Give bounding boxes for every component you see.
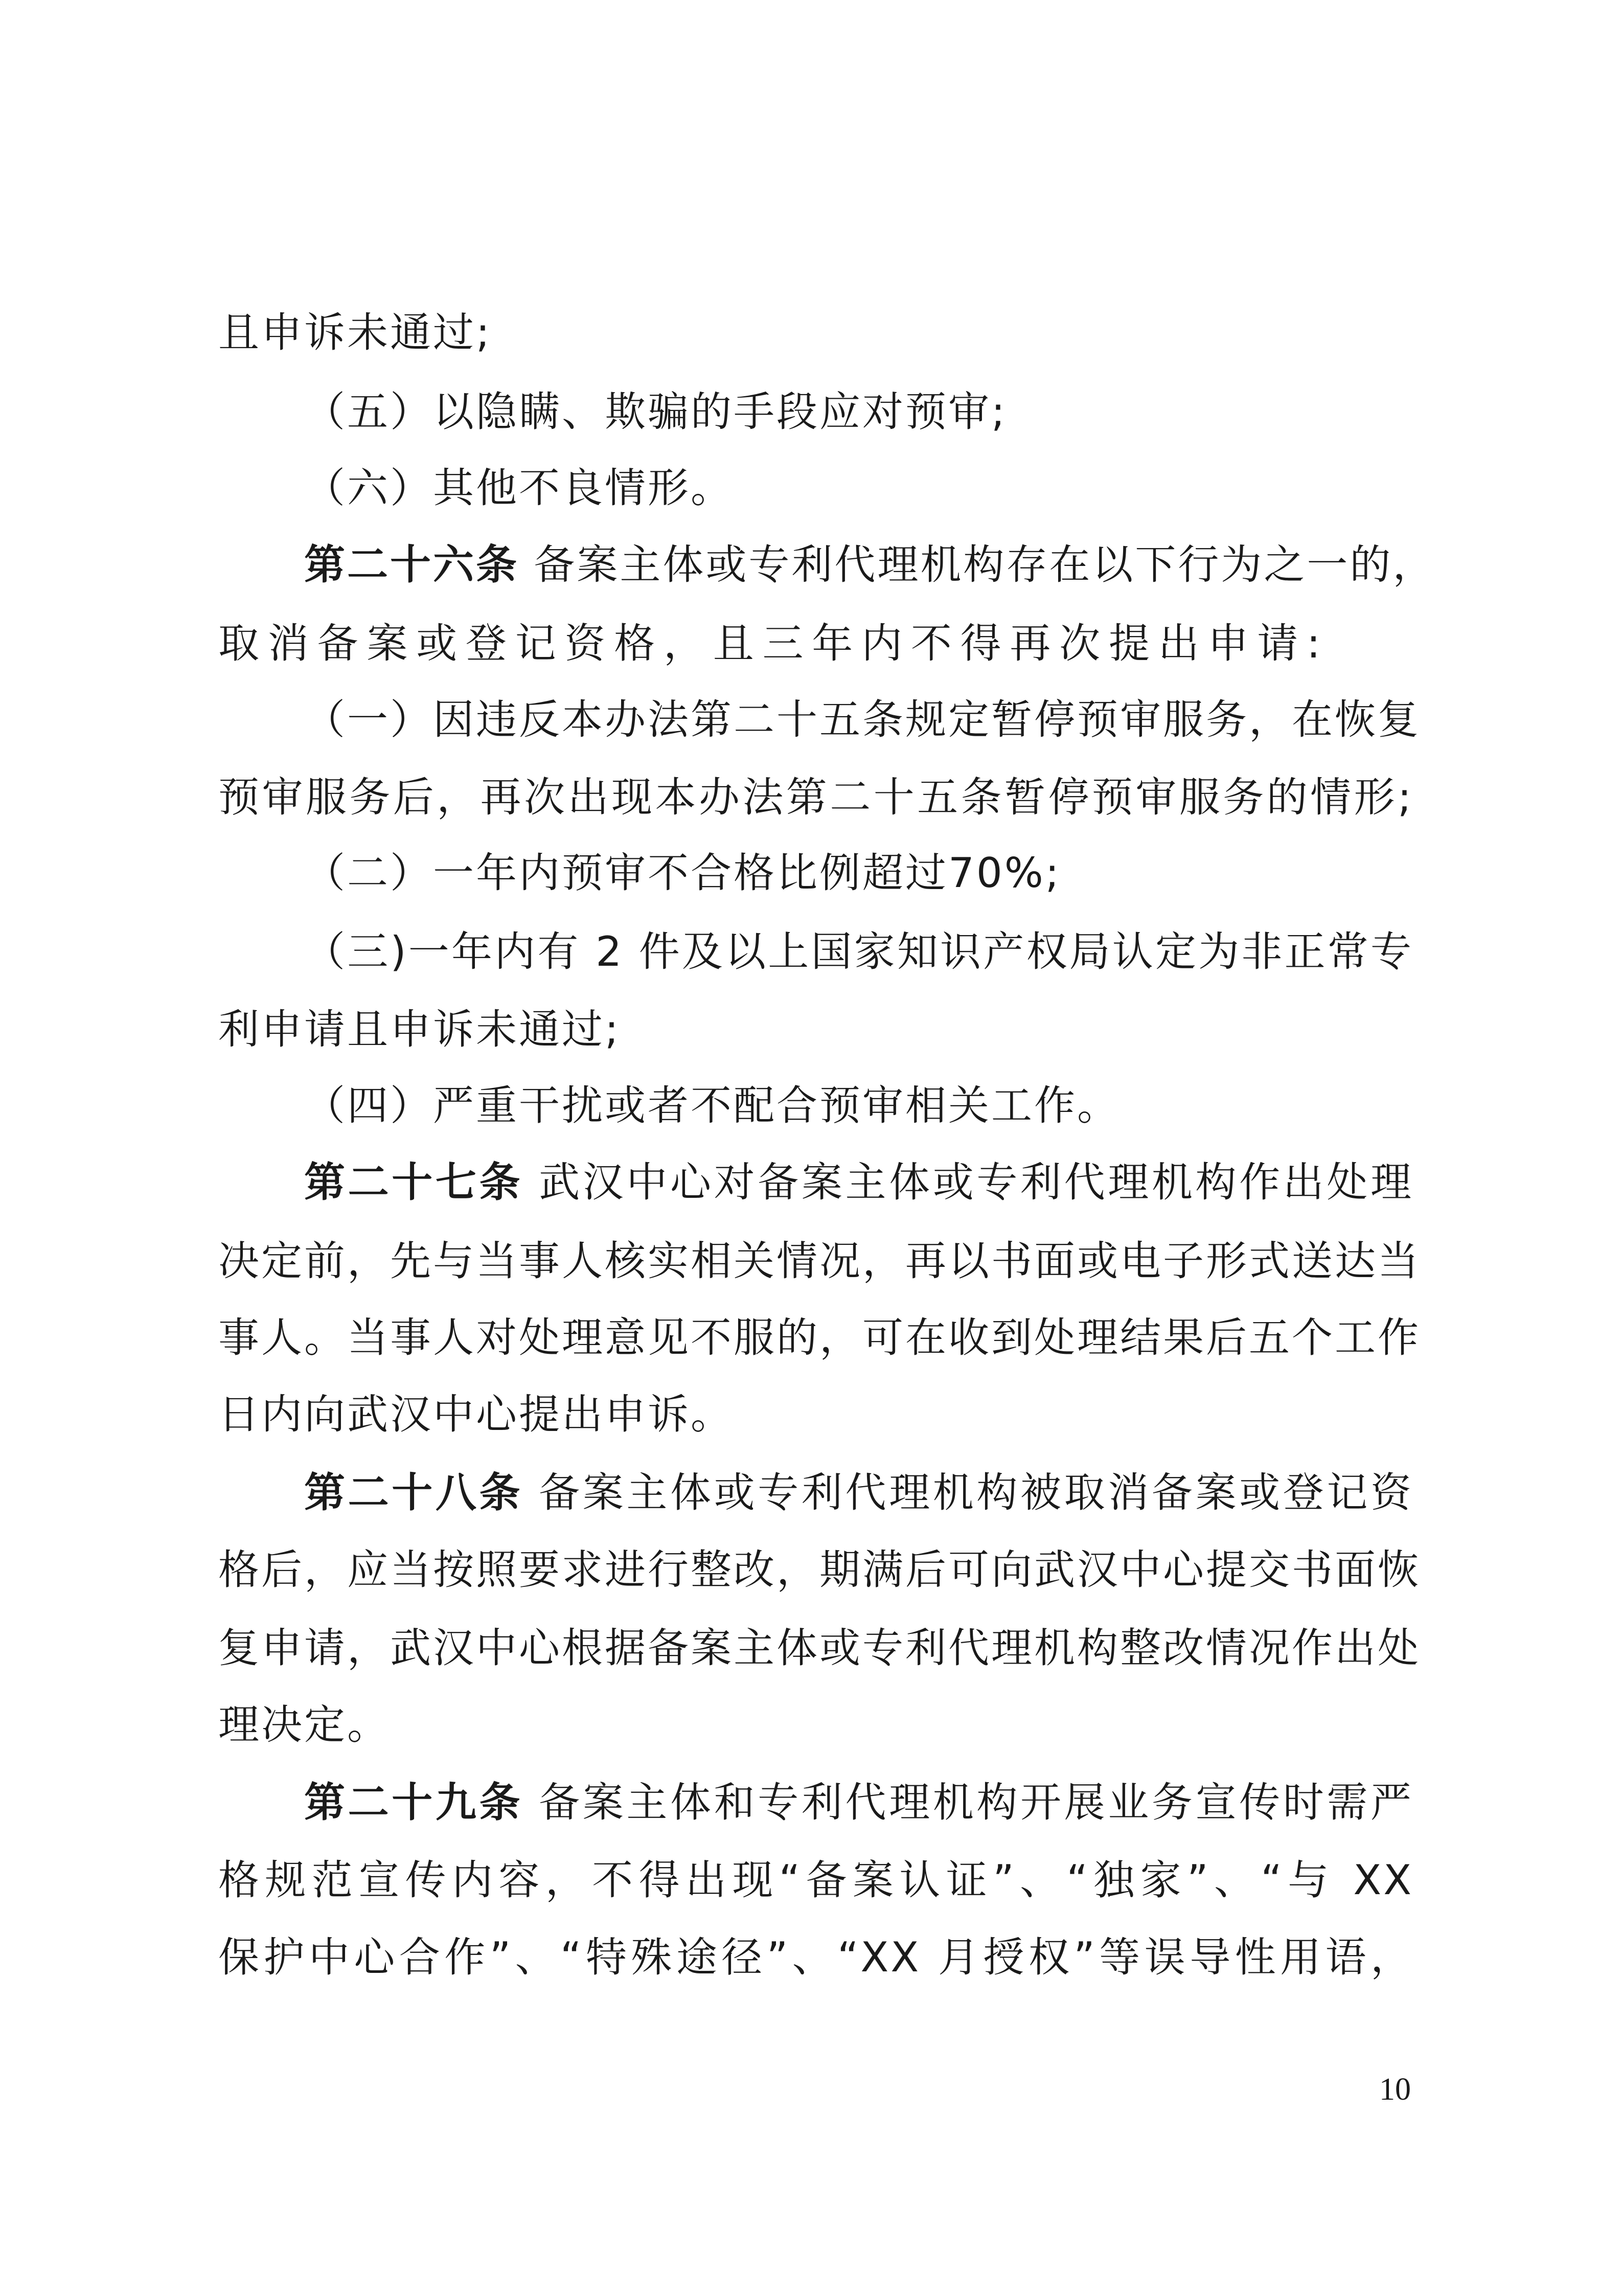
text-line-20 (304, 1764, 1413, 1841)
text-line-13 (218, 1223, 1421, 1300)
line-text: 事人。当事人对处理意见不服的，可在收到处理结果后五个工作 (218, 1314, 1421, 1361)
line-text: （六）其他不良情形。 (304, 464, 734, 512)
line-text: （三)一年内有 2 件及以上国家知识产权局认定为非正常专 (304, 928, 1413, 975)
text-line-14 (218, 1300, 1421, 1376)
text-line-11 (304, 1067, 1429, 1144)
line-text: （一）因违反本办法第二十五条规定暂停预审服务，在恢复 (304, 696, 1421, 743)
text-line-3 (304, 450, 1429, 527)
line-text: 利申请且申诉未通过; (218, 1006, 621, 1053)
text-line-16 (304, 1454, 1413, 1531)
text-line-10 (218, 991, 1394, 1068)
line-text: 预审服务后，再次出现本办法第二十五条暂停预审服务的情形; (218, 774, 1413, 821)
text-line-22 (218, 1919, 1413, 1996)
line-text: 武汉中心对备案主体或专利代理机构作出处理 (523, 1158, 1414, 1206)
line-text: 日内向武汉中心提出申诉。 (218, 1391, 734, 1438)
line-text: 理决定。 (218, 1701, 390, 1748)
line-text: 格后，应当按照要求进行整改，期满后可向武汉中心提交书面恢 (218, 1546, 1421, 1594)
line-text: （二）一年内预审不合格比例超过70%; (304, 849, 1061, 897)
line-text: （五）以隐瞒、欺骗的手段应对预审; (304, 388, 1007, 436)
article-number: 第二十七条 (304, 1158, 523, 1206)
article-number: 第二十九条 (304, 1779, 523, 1826)
line-text: 备案主体或专利代理机构存在以下行为之一的， (519, 541, 1436, 588)
line-text: 决定前，先与当事人核实相关情况，再以书面或电子形式送达当 (218, 1237, 1421, 1285)
text-line-9 (304, 914, 1413, 990)
page-number: 10 (1379, 2072, 1411, 2107)
text-line-8 (304, 835, 1429, 912)
article-number: 第二十六条 (304, 541, 519, 588)
text-line-4 (304, 527, 1436, 603)
text-line-15 (218, 1376, 1394, 1453)
text-line-19 (218, 1687, 1394, 1763)
line-text: 保护中心合作”、“特殊途径”、“XX 月授权”等误导性用语， (218, 1934, 1413, 1981)
line-text: （四）严重干扰或者不配合预审相关工作。 (304, 1082, 1120, 1129)
text-line-7 (218, 759, 1413, 836)
line-text: 取消备案或登记资格，且三年内不得再次提出申请: (218, 620, 1322, 667)
line-text: 备案主体和专利代理机构开展业务宣传时需严 (523, 1779, 1414, 1826)
line-text: 且申诉未通过; (218, 309, 492, 356)
article-number: 第二十八条 (304, 1469, 523, 1516)
text-line-12 (304, 1144, 1413, 1221)
text-line-5 (218, 605, 1322, 682)
text-line-2 (304, 374, 1429, 450)
text-line-18 (218, 1610, 1421, 1687)
line-text: 复申请，武汉中心根据备案主体或专利代理机构整改情况作出处 (218, 1624, 1421, 1672)
text-line-21 (218, 1842, 1413, 1919)
text-line-1 (218, 294, 1394, 371)
text-line-17 (218, 1532, 1421, 1608)
text-line-6 (304, 681, 1421, 758)
line-text: 备案主体或专利代理机构被取消备案或登记资 (523, 1469, 1414, 1516)
line-text: 格规范宣传内容，不得出现“备案认证”、“独家”、“与 XX (218, 1856, 1413, 1904)
